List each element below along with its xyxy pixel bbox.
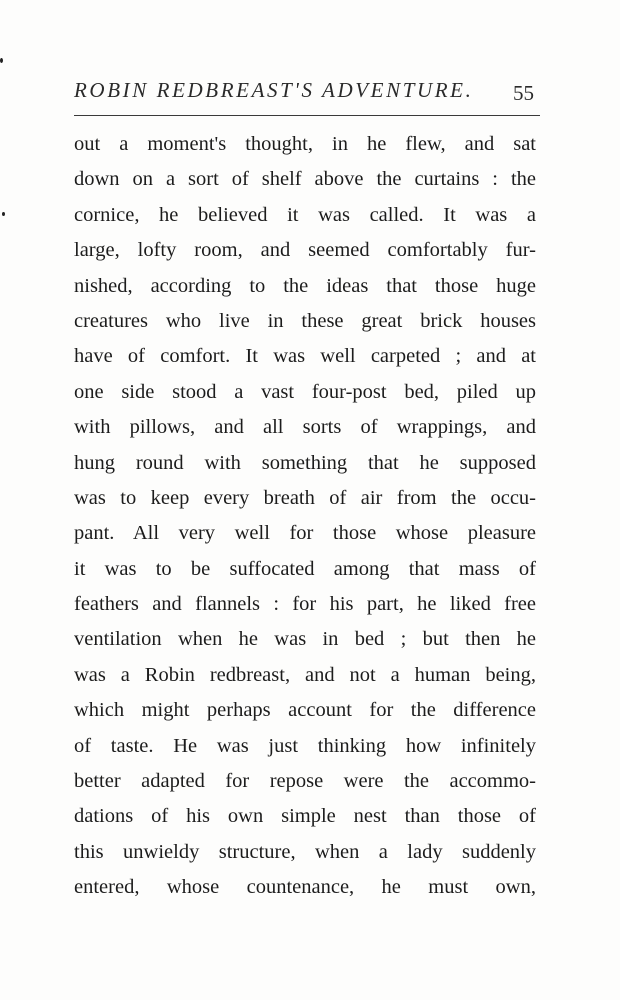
text-line: have of comfort. It was well carpeted ; and at xyxy=(74,345,536,368)
page-header xyxy=(74,76,540,110)
text-line: creatures who live in these great brick houses xyxy=(74,309,536,332)
text-line: one side stood a vast four-post bed, piled up xyxy=(74,380,536,403)
text-line: this unwieldy structure, when a lady suddenly xyxy=(74,840,536,863)
margin-speck xyxy=(2,212,5,216)
text-line: hung round with something that he supposed xyxy=(74,451,536,474)
text-line: which might perhaps account for the difference xyxy=(74,699,536,722)
text-line: feathers and flannels : for his part, he liked free xyxy=(74,593,536,616)
text-line: was to keep every breath of air from the occu- xyxy=(74,486,536,509)
text-line: it was to be suffocated among that mass of xyxy=(74,557,536,580)
text-line: nished, according to the ideas that those huge xyxy=(74,274,536,297)
margin-speck xyxy=(0,58,3,63)
text-line: large, lofty room, and seemed comfortably fur- xyxy=(74,239,536,262)
text-line: ventilation when he was in bed ; but then he xyxy=(74,628,536,651)
text-line: was a Robin redbreast, and not a human being, xyxy=(74,663,536,686)
text-line: better adapted for repose were the accommo- xyxy=(74,770,536,793)
text-line: dations of his own simple nest than those of xyxy=(74,805,536,828)
page-number: 55 xyxy=(513,81,534,105)
text-line: cornice, he believed it was called. It was a xyxy=(74,203,536,226)
text-line: of taste. He was just thinking how infinitely xyxy=(74,734,536,757)
text-line: pant. All very well for those whose pleasure xyxy=(74,522,536,545)
text-line: down on a sort of shelf above the curtains : the xyxy=(74,168,536,191)
body-text xyxy=(74,127,536,906)
text-line: out a moment's thought, in he flew, and sat xyxy=(74,133,536,155)
text-line: with pillows, and all sorts of wrappings, and xyxy=(74,416,536,439)
text-line: entered, whose countenance, he must own, xyxy=(74,876,536,899)
running-title: ROBIN REDBREAST'S ADVENTURE. xyxy=(74,78,474,102)
header-rule xyxy=(74,115,540,116)
